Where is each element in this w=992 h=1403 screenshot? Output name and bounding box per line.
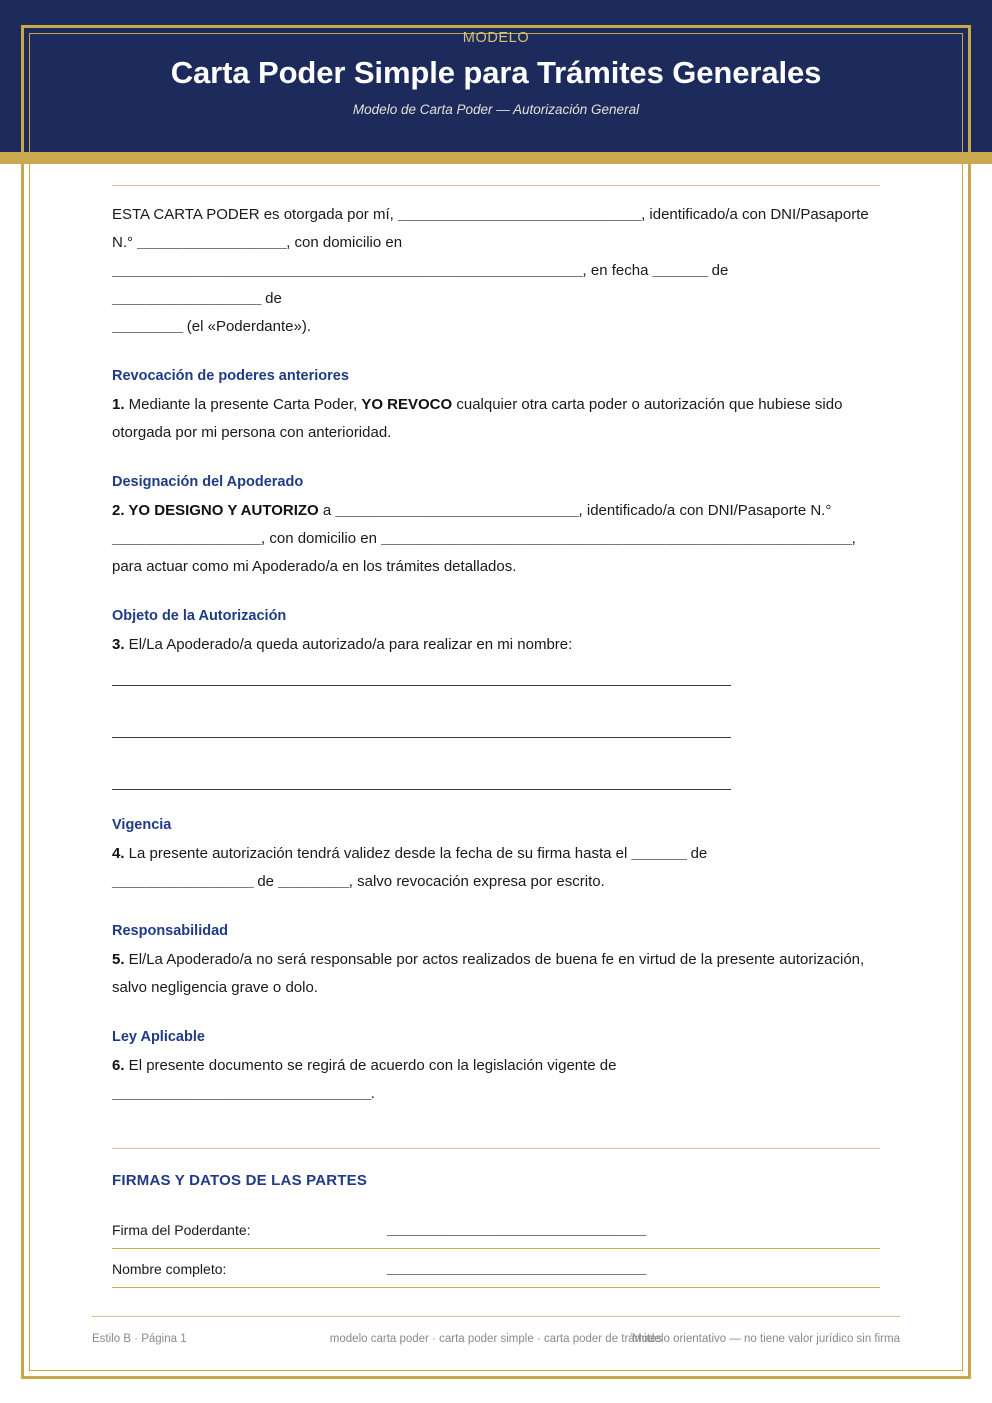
signatures-table	[112, 1210, 880, 1288]
section-body-designacion	[112, 497, 880, 581]
footer-disclaimer: Modelo orientativo — no tiene valor jurídico sin firma	[632, 1333, 900, 1345]
document-header	[0, 0, 992, 152]
clause-2-text-3: , con domicilio en	[261, 530, 382, 547]
clause-number-4: 4.	[112, 845, 125, 862]
intro-blank-mes[interactable]: ___________________	[112, 290, 262, 307]
intro-text-4: , en fecha	[582, 262, 653, 279]
clause-6-blank-legislacion[interactable]: _________________________________	[112, 1085, 371, 1102]
clause-2-blank-apoderado-domicilio[interactable]: ____________________________________________________________	[381, 530, 852, 547]
intro-text-2: , identificado/a con DNI/Pasaporte N.°	[112, 206, 869, 251]
objeto-blank-line-1[interactable]	[112, 685, 731, 686]
clause-1-emphasis: YO REVOCO	[361, 396, 453, 413]
objeto-blank-lines	[112, 685, 880, 790]
header-subtitle: Modelo de Carta Poder — Autorización General	[352, 102, 640, 117]
intro-text-7: (el «Poderdante»).	[182, 318, 312, 335]
intro-text-6: de	[261, 290, 282, 307]
footer-page-info: Estilo B · Página 1	[92, 1333, 187, 1345]
intro-blank-nombre[interactable]: _______________________________	[397, 206, 642, 223]
intro-text-3: , con domicilio en	[286, 234, 403, 251]
signatures-top-rule	[112, 1148, 880, 1149]
clause-6-text-2: .	[370, 1085, 375, 1102]
signature-field-firma[interactable]: _________________________________	[387, 1210, 880, 1249]
clause-2-emphasis: YO DESIGNO Y AUTORIZO	[124, 502, 319, 519]
section-body-vigencia	[112, 840, 880, 896]
section-title-objeto: Objeto de la Autorización	[112, 608, 287, 624]
clause-number-1: 1.	[112, 396, 125, 413]
section-body-revocacion	[112, 391, 880, 447]
header-gold-bar	[0, 152, 992, 164]
intro-blank-domicilio[interactable]: ____________________________________________________________	[112, 262, 583, 279]
section-title-revocacion: Revocación de poderes anteriores	[112, 368, 349, 384]
signature-label-firma: Firma del Poderdante:	[112, 1210, 387, 1249]
section-title-designacion: Designación del Apoderado	[112, 474, 304, 490]
signatures-heading: FIRMAS Y DATOS DE LAS PARTES	[112, 1172, 368, 1189]
clause-1-text-2: cualquier otra carta poder o autorización que hubiese sido otorgada por mi persona con anterioridad.	[112, 396, 843, 441]
clause-4-blank-anio[interactable]: _________	[278, 873, 349, 890]
document-body	[0, 164, 992, 1288]
section-title-vigencia: Vigencia	[112, 817, 172, 833]
section-body-objeto	[112, 631, 880, 659]
clause-4-blank-mes[interactable]: __________________	[112, 873, 254, 890]
clause-6-text-1: El presente documento se regirá de acuerdo con la legislación vigente de	[124, 1057, 617, 1074]
page-title: Carta Poder Simple para Trámites Generales	[170, 55, 822, 90]
section-title-responsabilidad: Responsabilidad	[112, 923, 229, 939]
section-body-ley-aplicable	[112, 1052, 880, 1108]
clause-2-text-4: , para actuar como mi Apoderado/a en los trámites detallados.	[112, 530, 856, 575]
clause-number-5: 5.	[112, 951, 125, 968]
clause-4-blank-dia[interactable]: _______	[631, 845, 687, 862]
intro-blank-anio[interactable]: _________	[112, 318, 183, 335]
footer-keywords: modelo carta poder · carta poder simple · carta poder de trámites	[329, 1333, 663, 1345]
intro-text-1: ESTA CARTA PODER es otorgada por mí,	[112, 206, 398, 223]
footer-row	[92, 1331, 900, 1357]
footer-rule	[92, 1316, 900, 1317]
clause-2-text-1: a	[318, 502, 336, 519]
footer-inner	[92, 1316, 900, 1357]
document-footer	[0, 1316, 992, 1357]
intro-blank-dni[interactable]: ___________________	[137, 234, 287, 251]
intro-paragraph	[112, 201, 880, 341]
clause-4-text-2: de	[686, 845, 708, 862]
clause-2-blank-apoderado-nombre[interactable]: _______________________________	[335, 502, 579, 519]
table-row	[112, 1249, 880, 1288]
clause-4-text-4: , salvo revocación expresa por escrito.	[348, 873, 605, 890]
intro-text-5: de	[707, 262, 729, 279]
section-title-ley-aplicable: Ley Aplicable	[112, 1029, 205, 1045]
clause-2-text-2: , identificado/a con DNI/Pasaporte N.°	[578, 502, 832, 519]
clause-number-2: 2.	[112, 502, 125, 519]
content-column	[112, 185, 880, 1288]
clause-5-text-1: El/La Apoderado/a no será responsable por actos realizados de buena fe en virtud de la presente autorización, salvo negligencia grave o dolo.	[112, 951, 865, 996]
section-body-responsabilidad	[112, 946, 880, 1002]
objeto-blank-line-2[interactable]	[112, 737, 731, 738]
objeto-blank-line-3[interactable]	[112, 789, 731, 790]
clause-4-text-3: de	[253, 873, 279, 890]
content-top-rule	[112, 185, 880, 186]
clause-number-3: 3.	[112, 636, 125, 653]
intro-blank-dia[interactable]: _______	[652, 262, 708, 279]
table-row	[112, 1210, 880, 1249]
header-eyebrow: MODELO	[462, 30, 530, 46]
clause-number-6: 6.	[112, 1057, 125, 1074]
clause-1-text-1: Mediante la presente Carta Poder,	[124, 396, 362, 413]
header-content	[0, 28, 992, 119]
clause-4-text-1: La presente autorización tendrá validez desde la fecha de su firma hasta el	[124, 845, 632, 862]
clause-3-text-1: El/La Apoderado/a queda autorizado/a para realizar en mi nombre:	[124, 636, 573, 653]
clause-2-blank-apoderado-dni[interactable]: ___________________	[112, 530, 262, 547]
signature-label-nombre: Nombre completo:	[112, 1249, 387, 1288]
signature-field-nombre[interactable]: _________________________________	[387, 1249, 880, 1288]
